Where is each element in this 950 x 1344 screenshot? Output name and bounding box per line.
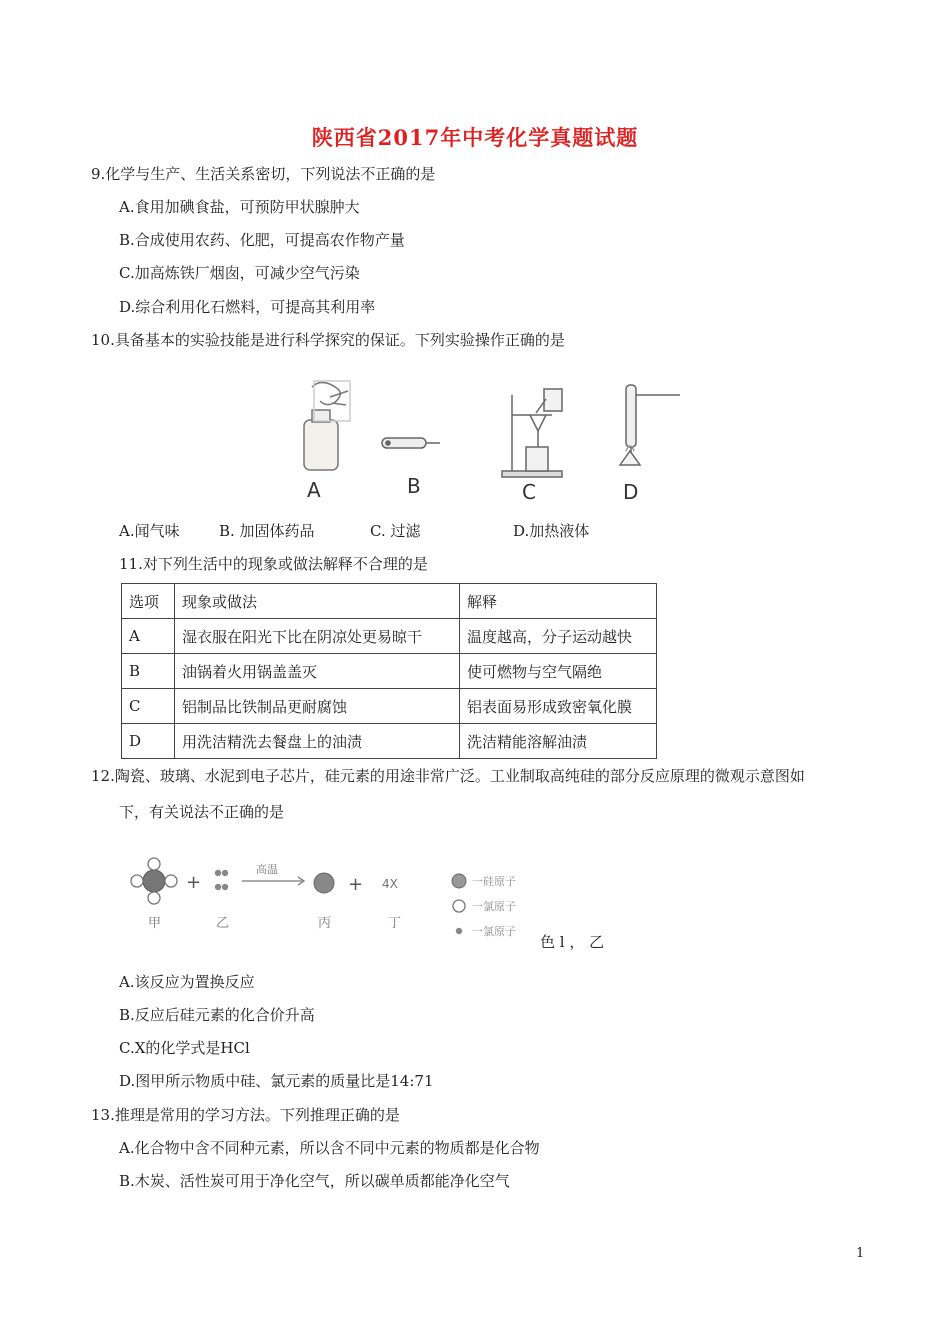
legend-silicon-icon [452,874,466,888]
figure-label-c: C [522,480,536,504]
label-jia: 甲 [148,916,162,931]
q12-option-c: C.X的化学式是HCl [119,1039,250,1057]
q10-option-c: C. 过滤 [370,522,421,540]
table-cell: 用洗洁精洗去餐盘上的油渍 [175,724,460,759]
figure-label-a: A [307,478,321,502]
molecule-bing-icon [314,873,334,893]
q9-option-a: A.食用加碘食盐，可预防甲状腺肿大 [119,198,360,216]
table-cell: 使可燃物与空气隔绝 [460,654,657,689]
q13-option-a: A.化合物中含不同种元素，所以含不同中元素的物质都是化合物 [119,1139,540,1157]
page-title: 陕西省2017年中考化学真题试题 [311,125,639,150]
table-cell: B [122,654,175,689]
q12-option-d: D.图甲所示物质中硅、氯元素的质量比是14:71 [119,1072,434,1090]
table-row [122,724,657,759]
q9-option-b: B.合成使用农药、化肥，可提高农作物产量 [119,231,405,249]
q9-stem: 9.化学与生产、生活关系密切，下列说法不正确的是 [91,165,436,183]
table-header-row [122,584,657,619]
figure-d-heating-icon [620,385,680,465]
figure-label-d: D [623,480,639,504]
figure-a-smell-icon [304,381,350,470]
figure-b-test-tube-icon [382,438,440,448]
molecule-jia-icon [131,858,177,904]
q10-stem: 10.具备基本的实验技能是进行科学探究的保证。下列实验操作正确的是 [91,331,565,349]
table-row [122,654,657,689]
q9-option-d: D.综合利用化石燃料，可提高其利用率 [119,298,376,316]
q12-reaction-diagram [122,855,542,950]
table-cell: D [122,724,175,759]
table-cell: 油锅着火用锅盖盖灭 [175,654,460,689]
legend-chlorine: 一氯原子 [472,900,516,913]
table-cell: 铝制品比铁制品更耐腐蚀 [175,689,460,724]
page-number: 1 [856,1246,865,1261]
q12-option-a: A.该反应为置换反应 [119,973,255,991]
q12-stem-line2: 下，有关说法不正确的是 [119,803,285,821]
q10-lab-figure [290,375,700,510]
legend-hydrogen: 一氯原子 [472,925,516,938]
plus-sign-1: + [186,872,202,893]
table-cell: C [122,689,175,724]
table-header-cell: 选项 [122,584,175,619]
q11-stem: 11.对下列生活中的现象或做法解释不合理的是 [119,555,428,573]
table-row [122,689,657,724]
figure-c-filtration-icon [502,389,562,477]
legend-silicon: 一硅原子 [472,875,516,888]
q10-option-d: D.加热液体 [513,522,590,540]
q13-stem: 13.推理是常用的学习方法。下列推理正确的是 [91,1106,400,1124]
q13-option-b: B.木炭、活性炭可用于净化空气，所以碳单质都能净化空气 [119,1172,510,1190]
table-header-cell: 现象或做法 [175,584,460,619]
label-bing: 丙 [318,916,332,931]
table-row [122,619,657,654]
q9-option-c: C.加高炼铁厂烟囱，可减少空气污染 [119,264,360,282]
q12-stem-line1: 12.陶瓷、玻璃、水泥到电子芯片，硅元素的用途非常广泛。工业制取高纯硅的部分反应原理的微观示意图如 [91,767,805,785]
label-yi: 乙 [216,916,230,931]
q10-option-b: B. 加固体药品 [219,522,315,540]
condition-label: 高温 [256,863,278,876]
legend-hydrogen-icon [456,928,462,934]
table-cell: 铝表面易形成致密氧化膜 [460,689,657,724]
q12-stray-text: 色 l ， 乙 [540,933,605,951]
table-cell: 洗洁精能溶解油渍 [460,724,657,759]
plus-sign-2: + [348,874,364,895]
q12-option-b: B.反应后硅元素的化合价升高 [119,1006,315,1024]
legend-chlorine-icon [453,900,465,912]
q10-option-a: A.闻气味 [119,522,180,540]
q11-table [121,583,657,759]
molecule-yi-icon [215,870,228,890]
table-cell: 湿衣服在阳光下比在阴凉处更易晾干 [175,619,460,654]
table-cell: A [122,619,175,654]
label-ding: 丁 [388,916,402,931]
table-cell: 温度越高，分子运动越快 [460,619,657,654]
table-header-cell: 解释 [460,584,657,619]
coefficient-4x: 4X [382,877,398,891]
figure-label-b: B [407,474,421,498]
